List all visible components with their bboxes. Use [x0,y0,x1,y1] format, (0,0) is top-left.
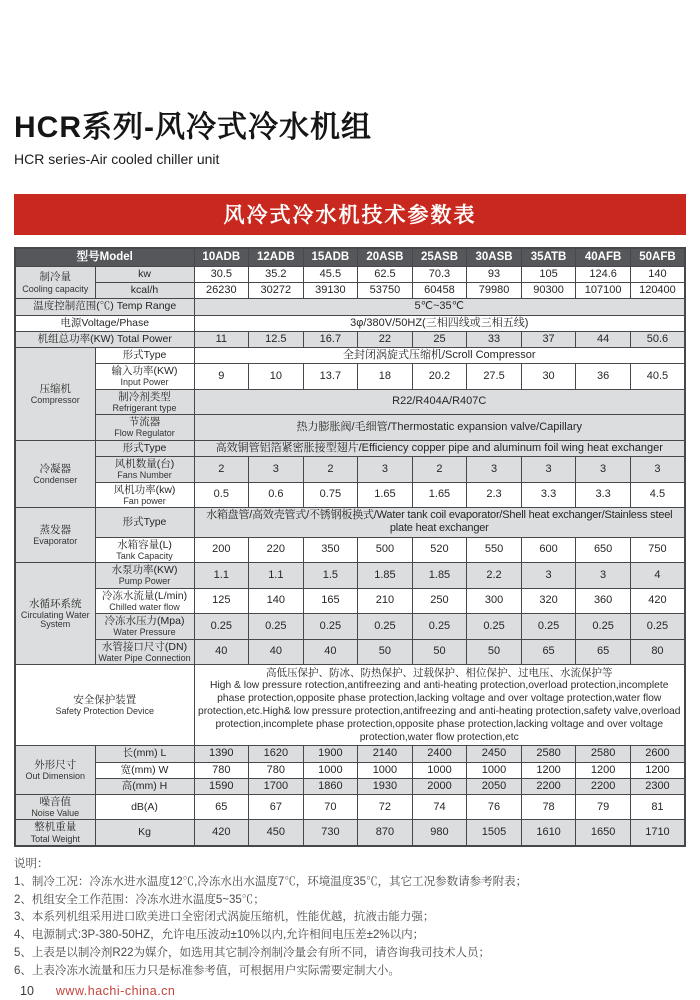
header-row [15,248,685,267]
value-cell: 2.3 [467,482,522,508]
row-group-label [15,746,95,795]
value-cell: 90300 [521,283,576,299]
value-cell: 79980 [467,283,522,299]
value-cell: 60458 [412,283,467,299]
value-cell: 3 [630,457,685,483]
table-row [15,315,685,331]
value-cell: 1000 [412,762,467,778]
value-cell: 1200 [576,762,631,778]
column-header-25ASB: 25ASB [412,248,467,267]
table-row [15,820,685,846]
row-label [95,762,194,778]
value-cell: 20.2 [412,364,467,390]
value-cell: 78 [521,794,576,820]
table-row [15,267,685,283]
value-cell: 450 [249,820,304,846]
note-item: 4、电源制式:3P-380-50HZ，允许电压波动±10%以内,允许相间电压差±2%以内； [14,929,425,942]
document-header [14,0,686,167]
value-cell: 50 [467,639,522,665]
row-label-en: Water Pipe Connection [98,652,191,663]
note-item: 2、机组安全工作范围：冷冻水进水温度5~35℃； [14,893,265,906]
safety-text-zh: 高低压保护、防冰、防热保护、过载保护、相位保护、过电压、水流保护等 [266,667,613,680]
value-cell: 1200 [630,762,685,778]
value-cell: 0.25 [630,614,685,640]
table-row [15,508,685,537]
row-label [95,440,194,456]
value-cell: 350 [303,537,358,563]
value-cell: 3 [521,457,576,483]
value-cell: 1650 [576,820,631,846]
table-row [15,283,685,299]
value-cell: 80 [630,639,685,665]
page-number: 10 [20,984,34,998]
value-cell: 3 [576,563,631,589]
value-cell: 3.3 [521,482,576,508]
value-cell: 1000 [358,762,413,778]
row-label [95,746,194,762]
column-header-40AFB: 40AFB [576,248,631,267]
value-cell: 107100 [576,283,631,299]
value-cell: 1860 [303,778,358,794]
value-cell: 13.7 [303,364,358,390]
value-cell: 2300 [630,778,685,794]
value-cell: 1000 [467,762,522,778]
row-label-en: Tank Capacity [116,550,173,561]
table-row [15,537,685,563]
value-cell: 2 [303,457,358,483]
value-cell: 39130 [303,283,358,299]
value-cell: 25 [412,331,467,347]
value-cell: 1.85 [358,563,413,589]
row-label-zh: Kg [138,826,151,839]
value-cell: 2 [412,457,467,483]
value-cell: 18 [358,364,413,390]
row-label [95,778,194,794]
value-cell: 500 [358,537,413,563]
table-row [15,665,685,746]
row-label-zh: 形式Type [122,441,167,454]
row-label-en: Safety Protection Device [55,706,155,717]
value-cell: 76 [467,794,522,820]
row-label-zh: 形式Type [122,348,167,361]
table-row [15,794,685,820]
value-cell: 30 [521,364,576,390]
table-row [15,347,685,363]
row-label-wide [15,331,194,347]
row-group-label [15,820,95,846]
value-cell: 520 [412,537,467,563]
value-cell: 3 [358,457,413,483]
table-row [15,588,685,614]
value-cell: 3 [249,457,304,483]
value-cell: 1900 [303,746,358,762]
value-cell: 2400 [412,746,467,762]
value-cell: 0.25 [303,614,358,640]
value-cell: 93 [467,267,522,283]
table-row [15,457,685,483]
row-label [95,415,194,441]
value-cell: 210 [358,588,413,614]
value-cell: 3 [521,563,576,589]
value-cell: 1000 [303,762,358,778]
row-group-label [15,563,95,665]
value-cell: 50 [358,639,413,665]
value-cell: 2600 [630,746,685,762]
value-cell: 1930 [358,778,413,794]
row-label-zh: 电源Voltage/Phase [60,316,150,329]
table-row [15,364,685,390]
row-group-label [15,267,95,299]
value-cell: 2200 [576,778,631,794]
group-label-en: Noise Value [31,808,80,818]
value-cell: 1.5 [303,563,358,589]
row-label-en: Input Power [120,377,169,388]
span-value-cell: 热力膨胀阀/毛细管/Thermostatic expansion valve/Capillary [194,415,685,441]
row-label [95,508,194,537]
value-cell: 124.6 [576,267,631,283]
row-label-zh: 输入功率(KW) [111,365,178,378]
value-cell: 10 [249,364,304,390]
row-label-en: Flow Regulator [114,428,175,439]
group-label-en: Out Dimension [25,770,86,781]
value-cell: 0.25 [358,614,413,640]
note-item: 1、制冷工况：冷冻水进水温度12℃,冷冻水出水温度7℃，环境温度35℃，其它工况参数请参考附表； [14,875,528,888]
value-cell: 81 [630,794,685,820]
value-cell: 40.5 [630,364,685,390]
span-value-cell: 全封闭涡旋式压缩机/Scroll Compressor [194,347,685,363]
value-cell: 870 [358,820,413,846]
row-label-en: Water Pressure [113,627,176,638]
value-cell: 360 [576,588,631,614]
row-label [95,389,194,415]
value-cell: 1620 [249,746,304,762]
value-cell: 105 [521,267,576,283]
value-cell: 50.6 [630,331,685,347]
row-label [95,482,194,508]
row-label-en: Fans Number [117,470,172,481]
value-cell: 550 [467,537,522,563]
value-cell: 30272 [249,283,304,299]
notes-title: 说明： [14,858,49,870]
value-cell: 0.5 [194,482,249,508]
value-cell: 4.5 [630,482,685,508]
value-cell: 1.85 [412,563,467,589]
value-cell: 4 [630,563,685,589]
value-cell: 0.25 [467,614,522,640]
value-cell: 12.5 [249,331,304,347]
safety-text [194,665,685,746]
value-cell: 9 [194,364,249,390]
span-value-cell: 高效铜管铝箔紧密胀接型翅片/Efficiency copper pipe and aluminum foil wing heat exchanger [194,440,685,456]
notes-section [14,856,686,981]
group-label-en: Evaporator [33,535,78,546]
value-cell: 62.5 [358,267,413,283]
value-cell: 780 [249,762,304,778]
value-cell: 1700 [249,778,304,794]
value-cell: 2050 [467,778,522,794]
table-row [15,440,685,456]
value-cell: 0.25 [412,614,467,640]
row-label-wide [15,315,194,331]
value-cell: 125 [194,588,249,614]
row-label-en: Chilled water flow [109,601,180,612]
group-label-en: Cooling capacity [22,283,89,294]
table-row [15,415,685,441]
row-label-zh: dB(A) [131,800,158,813]
value-cell: 1505 [467,820,522,846]
table-row [15,331,685,347]
value-cell: 1.65 [412,482,467,508]
group-label-zh: 冷凝器 [39,462,71,475]
row-label-en: Refrigerant type [112,402,177,413]
group-label-zh: 整机重量 [34,821,77,834]
group-label-en: Total Weight [30,833,80,844]
span-value-cell: 5℃~35℃ [194,299,685,315]
column-header-50AFB: 50AFB [630,248,685,267]
table-row [15,762,685,778]
value-cell: 67 [249,794,304,820]
value-cell: 0.25 [576,614,631,640]
value-cell: 1590 [194,778,249,794]
row-label-zh: kw [138,268,151,281]
value-cell: 36 [576,364,631,390]
row-group-label [15,508,95,563]
spec-table [14,247,686,847]
value-cell: 45.5 [303,267,358,283]
row-label-zh: 水泵功率(KW) [111,564,178,577]
value-cell: 165 [303,588,358,614]
page-title: HCR系列-风冷式冷水机组 [14,111,372,144]
row-label [95,457,194,483]
row-label-zh: 安全保护装置 [73,694,137,707]
value-cell: 120400 [630,283,685,299]
value-cell: 37 [521,331,576,347]
row-label-zh: 机组总功率(KW) Total Power [37,332,172,345]
row-label [95,794,194,820]
value-cell: 0.6 [249,482,304,508]
row-label [95,563,194,589]
value-cell: 40 [303,639,358,665]
safety-text-en: High & low pressure rotection,antifreezing and anti-heating protection,overload protection,incomplete phase protection,opposite phase protection,lacking voltage and over voltage protection,water flow protection,etc.High& low pressure protection,antifreezing and anti-heating protection,safety valve,overload protection,incomplete phase protection,opposite phase protection,lacking voltage and over voltage protection,water flow protection,etc [197,680,681,743]
row-group-label [15,440,95,507]
row-label-zh: 宽(mm) W [120,763,169,776]
value-cell: 140 [249,588,304,614]
value-cell: 1.65 [358,482,413,508]
value-cell: 420 [194,820,249,846]
row-label [95,347,194,363]
value-cell: 2.2 [467,563,522,589]
value-cell: 16.7 [303,331,358,347]
row-label [95,283,194,299]
group-label-zh: 水循环系统 [29,597,82,610]
row-label [95,364,194,390]
value-cell: 1390 [194,746,249,762]
note-item: 6、上表冷冻水流量和压力只是标准参考值，可根据用户实际需要定制大小。 [14,964,400,977]
value-cell: 0.75 [303,482,358,508]
column-header-12ADB: 12ADB [249,248,304,267]
row-label-en: Pump Power [118,576,171,587]
column-header-15ADB: 15ADB [303,248,358,267]
page-footer [20,984,175,998]
table-row [15,746,685,762]
row-label [95,267,194,283]
group-label-zh: 压缩机 [39,382,71,395]
row-label [95,820,194,846]
value-cell: 200 [194,537,249,563]
value-cell: 30.5 [194,267,249,283]
value-cell: 1610 [521,820,576,846]
value-cell: 0.25 [194,614,249,640]
value-cell: 0.25 [521,614,576,640]
value-cell: 65 [521,639,576,665]
value-cell: 70.3 [412,267,467,283]
group-label-en: Circulating Water System [20,609,90,630]
column-header-10ADB: 10ADB [194,248,249,267]
value-cell: 65 [194,794,249,820]
value-cell: 420 [630,588,685,614]
value-cell: 980 [412,820,467,846]
value-cell: 70 [303,794,358,820]
group-label-en: Compressor [30,394,80,405]
value-cell: 2 [194,457,249,483]
value-cell: 50 [412,639,467,665]
row-label-zh: 风机数量(台) [114,458,175,470]
row-label-en: Fan power [123,495,166,506]
table-row [15,482,685,508]
span-value-cell: 水箱盘管/高效壳管式/不锈钢板换式/Water tank coil evaporator/Shell heat exchanger/Stainless steel plate heat exchanger [194,508,685,537]
value-cell: 2580 [576,746,631,762]
row-label-zh: 冷冻水流量(L/min) [101,589,188,602]
value-cell: 1200 [521,762,576,778]
value-cell: 1.1 [194,563,249,589]
value-cell: 22 [358,331,413,347]
value-cell: 2200 [521,778,576,794]
row-label-wide [15,665,194,746]
value-cell: 2000 [412,778,467,794]
row-label [95,537,194,563]
value-cell: 26230 [194,283,249,299]
group-label-en: Condenser [33,474,78,485]
row-label-zh: 水管接口尺寸(DN) [101,640,188,653]
value-cell: 0.25 [249,614,304,640]
column-header-35ATB: 35ATB [521,248,576,267]
value-cell: 1.1 [249,563,304,589]
table-row [15,299,685,315]
row-label-zh: 水箱容量(L) [117,538,172,551]
value-cell: 27.5 [467,364,522,390]
value-cell: 320 [521,588,576,614]
row-label-zh: 制冷剂类型 [118,390,171,403]
value-cell: 53750 [358,283,413,299]
value-cell: 35.2 [249,267,304,283]
group-label-zh: 制冷量 [39,271,71,284]
website-url: www.hachi-china.cn [55,984,176,998]
value-cell: 44 [576,331,631,347]
value-cell: 1710 [630,820,685,846]
value-cell: 3 [576,457,631,483]
row-label [95,614,194,640]
column-header-model: 型号Model [15,248,194,267]
group-label-zh: 外形尺寸 [34,758,77,771]
value-cell: 3.3 [576,482,631,508]
value-cell: 140 [630,267,685,283]
row-group-label [15,794,95,820]
row-label-zh: 风机功率(kw) [113,483,176,496]
value-cell: 33 [467,331,522,347]
value-cell: 2450 [467,746,522,762]
page-subtitle: HCR series-Air cooled chiller unit [14,151,220,167]
value-cell: 780 [194,762,249,778]
value-cell: 650 [576,537,631,563]
value-cell: 250 [412,588,467,614]
note-item: 3、本系列机组采用进口欧美进口全密闭式涡旋压缩机，性能优越，抗液击能力强； [14,911,435,924]
row-label [95,639,194,665]
row-label-zh: 温度控制范围(℃) Temp Range [33,300,177,313]
value-cell: 600 [521,537,576,563]
value-cell: 79 [576,794,631,820]
row-label [95,588,194,614]
column-header-20ASB: 20ASB [358,248,413,267]
value-cell: 750 [630,537,685,563]
value-cell: 40 [249,639,304,665]
value-cell: 730 [303,820,358,846]
table-row [15,778,685,794]
value-cell: 74 [412,794,467,820]
row-label-zh: 冷冻水压力(Mpa) [104,615,185,628]
group-label-zh: 噪音值 [39,795,71,808]
table-row [15,389,685,415]
group-label-zh: 蒸发器 [39,523,71,536]
value-cell: 11 [194,331,249,347]
value-cell: 72 [358,794,413,820]
column-header-30ASB: 30ASB [467,248,522,267]
row-label-zh: 高(mm) H [121,779,168,792]
row-group-label [15,347,95,440]
value-cell: 40 [194,639,249,665]
row-label-wide [15,299,194,315]
note-item: 5、上表是以制冷剂R22为媒介，如选用其它制冷剂制冷量会有所不同，请咨询我司技术人员； [14,947,490,960]
span-value-cell: 3φ/380V/50HZ(三相四线或三相五线) [194,315,685,331]
section-banner: 风冷式冷水机技术参数表 [14,194,686,235]
value-cell: 220 [249,537,304,563]
row-label-zh: 节流器 [128,416,161,429]
value-cell: 3 [467,457,522,483]
row-label-zh: 形式Type [122,515,167,528]
value-cell: 300 [467,588,522,614]
value-cell: 2140 [358,746,413,762]
row-label-zh: 长(mm) L [122,747,167,760]
value-cell: 65 [576,639,631,665]
table-row [15,563,685,589]
table-row [15,639,685,665]
table-row [15,614,685,640]
value-cell: 2580 [521,746,576,762]
span-value-cell: R22/R404A/R407C [194,389,685,415]
row-label-zh: kcal/h [130,284,159,297]
